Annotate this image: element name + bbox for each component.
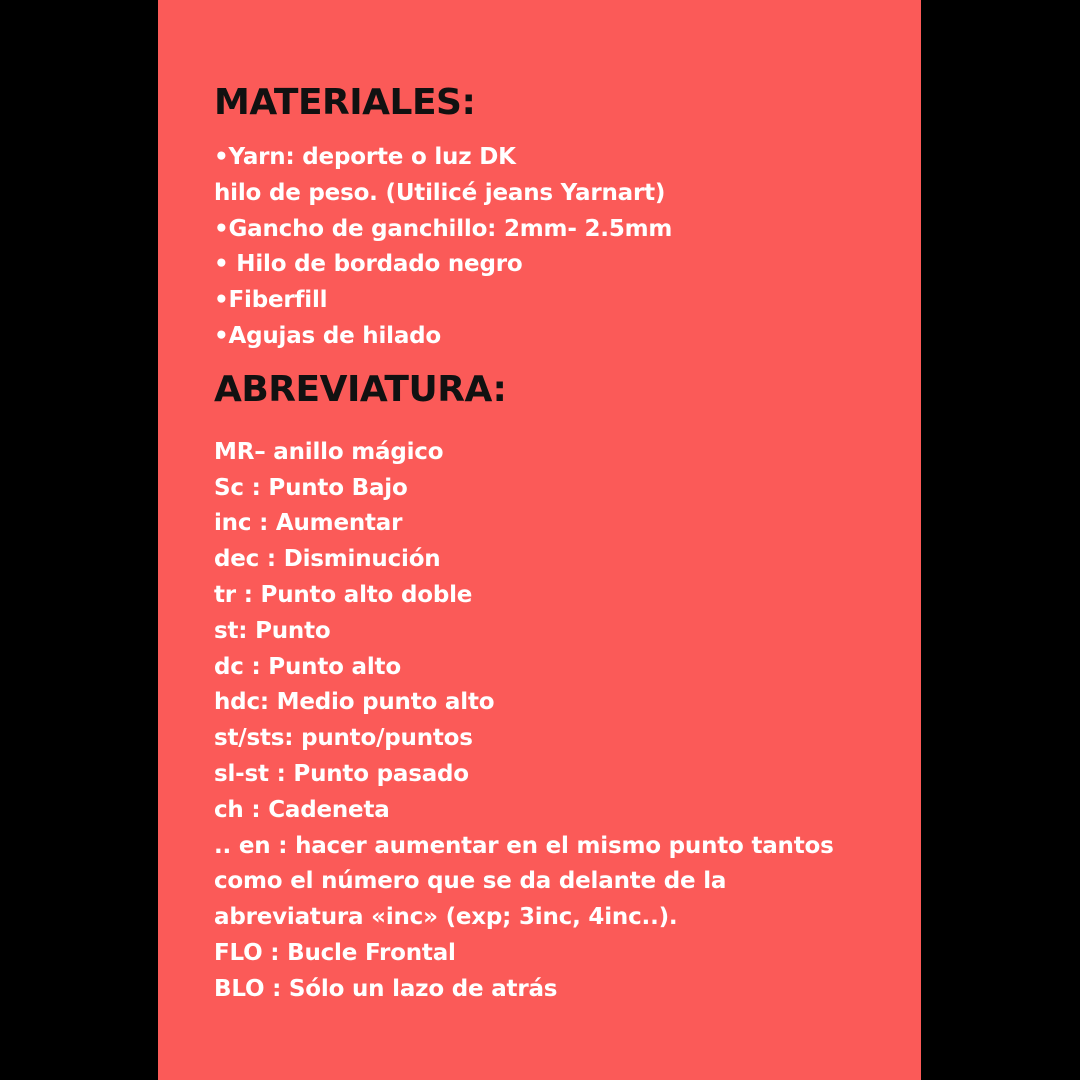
abbreviation-line: inc : Aumentar <box>214 510 403 537</box>
abbreviation-line: st/sts: punto/puntos <box>214 725 473 752</box>
materials-line: • Hilo de bordado negro <box>214 251 523 278</box>
abbreviation-line: BLO : Sólo un lazo de atrás <box>214 975 558 1002</box>
materials-line: •Fiberfill <box>214 287 328 314</box>
materials-list <box>214 140 904 355</box>
materials-line: hilo de peso. (Utilicé jeans Yarnart) <box>214 179 666 206</box>
abbreviation-line: tr : Punto alto doble <box>214 581 473 608</box>
document-page <box>158 0 921 1080</box>
document-content <box>214 78 904 1008</box>
abbreviation-line: st: Punto <box>214 617 331 644</box>
abbreviation-line: Sc : Punto Bajo <box>214 474 408 501</box>
abbreviation-line: abreviatura «inc» (exp; 3inc, 4inc..). <box>214 904 678 931</box>
materials-line: •Yarn: deporte o luz DK <box>214 144 516 170</box>
abbreviation-line: hdc: Medio punto alto <box>214 689 495 716</box>
abbreviation-line: como el número que se da delante de la <box>214 868 727 895</box>
abbreviation-line: dc : Punto alto <box>214 653 401 680</box>
abbreviation-line: dec : Disminución <box>214 546 441 573</box>
abbreviation-line: .. en : hacer aumentar en el mismo punto tantos <box>214 832 834 859</box>
abbreviation-line: sl-st : Punto pasado <box>214 760 469 787</box>
materials-heading: MATERIALES: <box>214 82 476 123</box>
abbreviation-line: FLO : Bucle Frontal <box>214 939 456 966</box>
materials-line: •Gancho de ganchillo: 2mm- 2.5mm <box>214 215 673 242</box>
abbreviations-heading: ABREVIATURA: <box>214 368 507 410</box>
abbreviations-list <box>214 435 904 1008</box>
abbreviation-line: MR– anillo mágico <box>214 438 444 465</box>
abbreviation-line: ch : Cadeneta <box>214 796 390 823</box>
materials-line: •Agujas de hilado <box>214 322 442 349</box>
